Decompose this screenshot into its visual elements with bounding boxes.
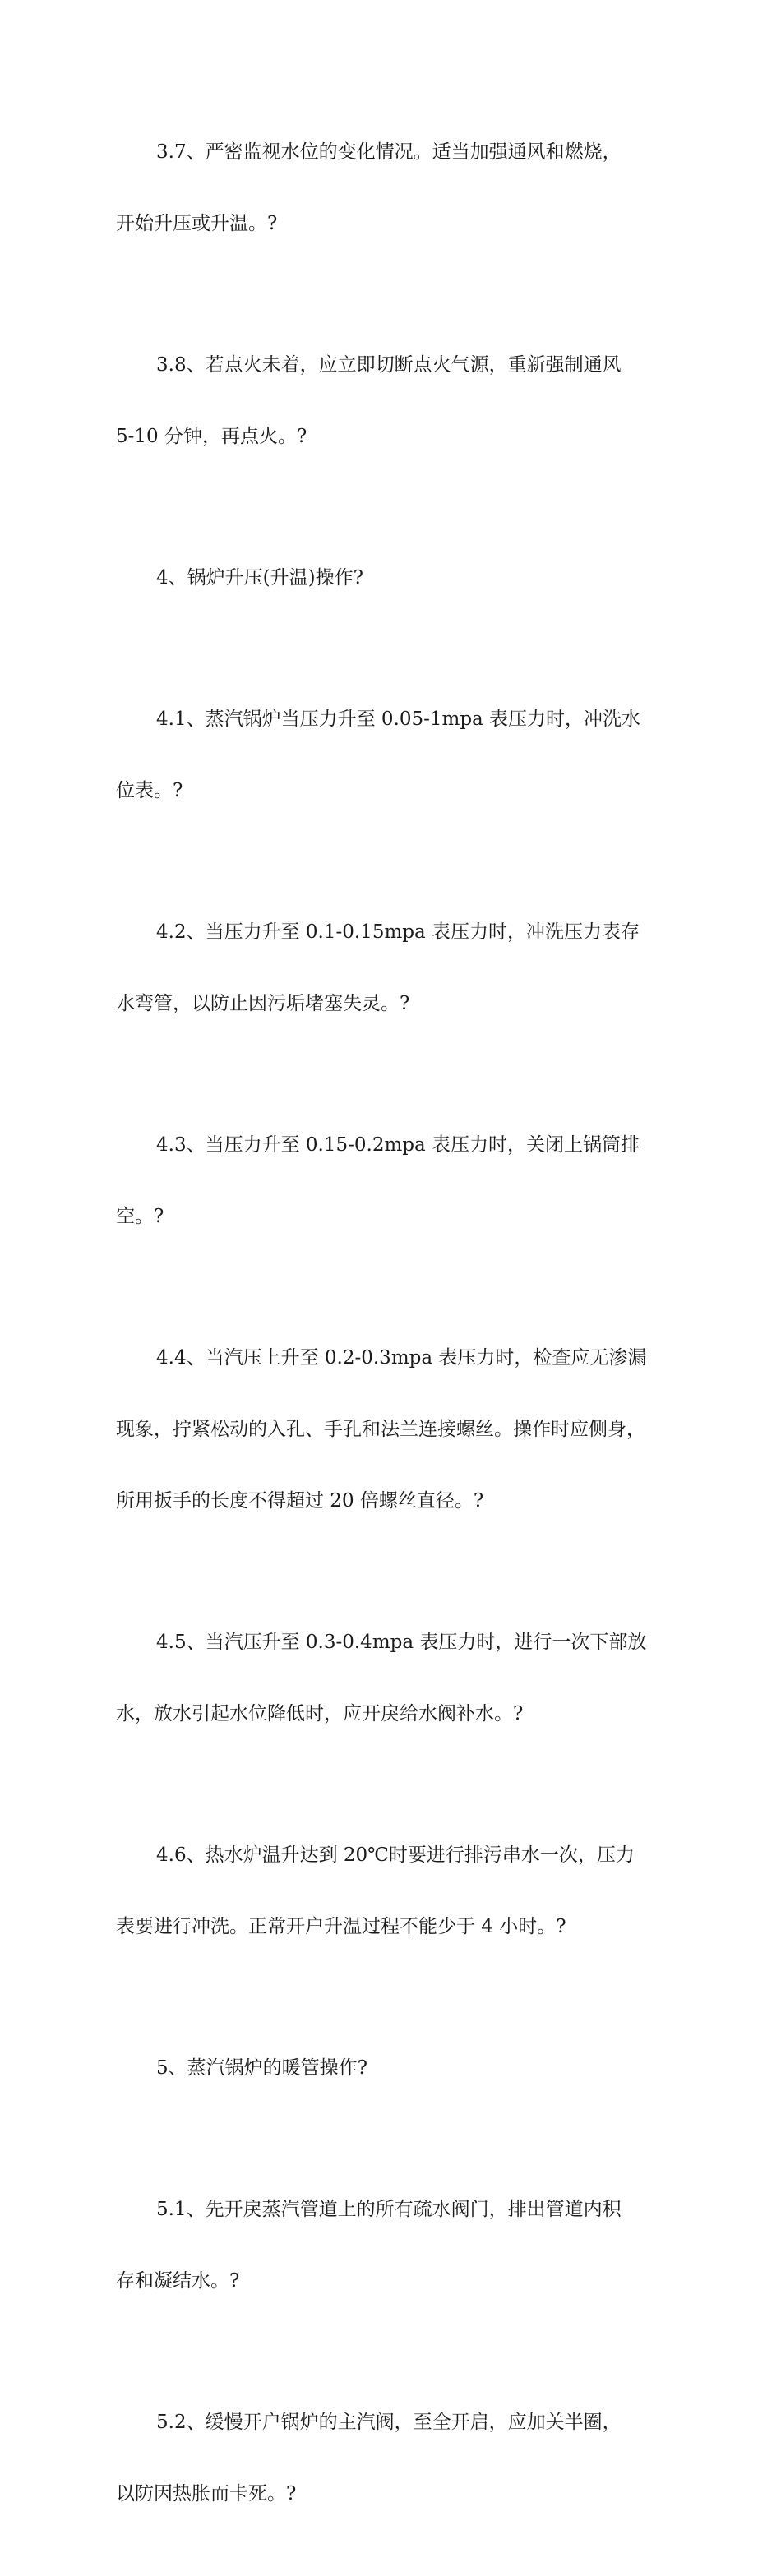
paragraph-line: 3.8、若点火未着，应立即切断点火气源，重新强制通风 <box>156 354 622 376</box>
paragraph-line: 4.6、热水炉温升达到 20℃时要进行排污串水一次，压力 <box>156 1844 635 1866</box>
paragraph-line: 水，放水引起水位降低时，应开戾给水阀补水。? <box>116 1703 524 1724</box>
paragraph-line: 4.1、蒸汽锅炉当压力升至 0.05-1mpa 表压力时，冲洗水 <box>156 709 641 730</box>
paragraph-line: 4.3、当压力升至 0.15-0.2mpa 表压力时，关闭上锅筒排 <box>156 1134 640 1156</box>
paragraph-3-8 <box>116 306 683 496</box>
paragraph-line: 位表。? <box>116 780 183 801</box>
section-heading-5 <box>116 2009 683 2128</box>
paragraph-line: 5.1、先开戾蒸汽管道上的所有疏水阀门，排出管道内积 <box>156 2199 622 2220</box>
paragraph-line: 表要进行冲洗。正常开户升温过程不能少于 4 小时。? <box>116 1916 566 1937</box>
heading-line: 5、蒸汽锅炉的暖管操作? <box>156 2057 367 2079</box>
paragraph-4-2 <box>116 873 683 1064</box>
section-heading-4 <box>116 519 683 638</box>
paragraph-line: 现象，拧紧松动的入孔、手孔和法兰连接螺丝。操作时应侧身， <box>116 1419 645 1440</box>
document-body <box>116 93 683 2576</box>
paragraph-line: 5.2、缓慢开户锅炉的主汽阀，至全开启，应加关半圈， <box>156 2412 622 2433</box>
paragraph-line: 存和凝结水。? <box>116 2270 240 2292</box>
paragraph-5-2 <box>116 2363 683 2554</box>
paragraph-line: 4.5、当汽压升至 0.3-0.4mpa 表压力时，进行一次下部放 <box>156 1632 647 1653</box>
paragraph-line: 空。? <box>116 1206 164 1227</box>
paragraph-5-1 <box>116 2150 683 2341</box>
paragraph-4-1 <box>116 660 683 851</box>
paragraph-4-4 <box>116 1299 683 1561</box>
heading-line: 4、锅炉升压(升温)操作? <box>156 567 363 589</box>
paragraph-line: 所用扳手的长度不得超过 20 倍螺丝直径。? <box>116 1490 484 1512</box>
paragraph-line: 3.7、严密监视水位的变化情况。适当加强通风和燃烧， <box>156 141 622 163</box>
paragraph-line: 水弯管，以防止因污垢堵塞失灵。? <box>116 993 410 1014</box>
paragraph-line: 5-10 分钟，再点火。? <box>116 426 307 447</box>
paragraph-line: 4.4、当汽压上升至 0.2-0.3mpa 表压力时，检查应无渗漏 <box>156 1347 647 1369</box>
paragraph-line: 开始升压或升温。? <box>116 213 278 234</box>
paragraph-3-7 <box>116 93 683 284</box>
paragraph-4-6 <box>116 1796 683 1987</box>
paragraph-4-5 <box>116 1583 683 1774</box>
paragraph-4-3 <box>116 1086 683 1276</box>
paragraph-line: 4.2、当压力升至 0.1-0.15mpa 表压力时，冲洗压力表存 <box>156 921 640 943</box>
paragraph-line: 以防因热胀而卡死。? <box>116 2483 297 2504</box>
